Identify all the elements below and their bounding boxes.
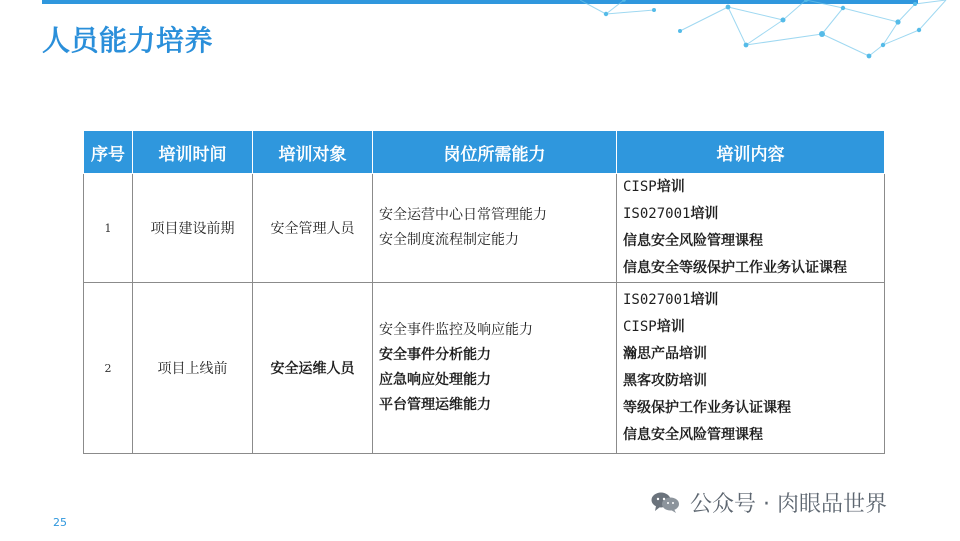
ability-item: 安全运营中心日常管理能力 — [379, 207, 547, 223]
content-prefix: CISP — [623, 179, 657, 195]
content-item: 信息安全风险管理课程 — [623, 233, 763, 249]
content-prefix: IS027001 — [623, 292, 691, 308]
header-training-content: 培训内容 — [617, 131, 885, 174]
content-text: 培训 — [656, 179, 685, 195]
training-stage: 项目建设前期 — [133, 174, 253, 283]
wechat-icon — [650, 490, 680, 514]
training-content — [617, 283, 885, 454]
header-row — [84, 131, 885, 174]
content-item: 信息安全等级保护工作业务认证课程 — [623, 260, 847, 276]
training-content — [617, 174, 885, 283]
ability-item: 安全事件分析能力 — [379, 347, 491, 363]
training-target: 安全管理人员 — [253, 174, 373, 283]
training-target: 安全运维人员 — [253, 283, 373, 454]
header-training-time: 培训时间 — [133, 131, 253, 174]
content-item: 瀚思产品培训 — [623, 346, 707, 362]
content-item — [623, 201, 878, 228]
page-number: 25 — [53, 516, 67, 529]
ability-item: 平台管理运维能力 — [379, 397, 491, 413]
required-abilities — [373, 174, 617, 283]
header-index: 序号 — [84, 131, 133, 174]
content-prefix: IS027001 — [623, 206, 691, 222]
content-prefix: CISP — [623, 319, 657, 335]
content-text: 培训 — [690, 206, 719, 222]
content-text: 培训 — [656, 319, 685, 335]
header-training-target: 培训对象 — [253, 131, 373, 174]
training-table — [83, 130, 885, 454]
watermark-text: 公众号 · 肉眼品世界 — [690, 491, 887, 517]
content-item: 黑客攻防培训 — [623, 373, 707, 389]
ability-item: 应急响应处理能力 — [379, 372, 491, 388]
content-item — [623, 287, 878, 314]
content-item — [623, 314, 878, 341]
training-table-container — [83, 130, 884, 454]
row-index: 2 — [84, 283, 133, 454]
page-title: 人员能力培养 — [42, 24, 214, 57]
network-pattern-icon — [560, 0, 960, 70]
content-item: 信息安全风险管理课程 — [623, 427, 763, 443]
table-header — [84, 131, 885, 174]
content-text: 培训 — [690, 292, 719, 308]
training-stage: 项目上线前 — [133, 283, 253, 454]
ability-item: 安全事件监控及响应能力 — [379, 322, 533, 338]
table-row — [84, 283, 885, 454]
watermark — [650, 487, 887, 517]
content-item — [623, 174, 878, 201]
required-abilities — [373, 283, 617, 454]
ability-item: 安全制度流程制定能力 — [379, 232, 519, 248]
row-index: 1 — [84, 174, 133, 283]
table-row — [84, 174, 885, 283]
content-item: 等级保护工作业务认证课程 — [623, 400, 791, 416]
header-required-abilities: 岗位所需能力 — [373, 131, 617, 174]
